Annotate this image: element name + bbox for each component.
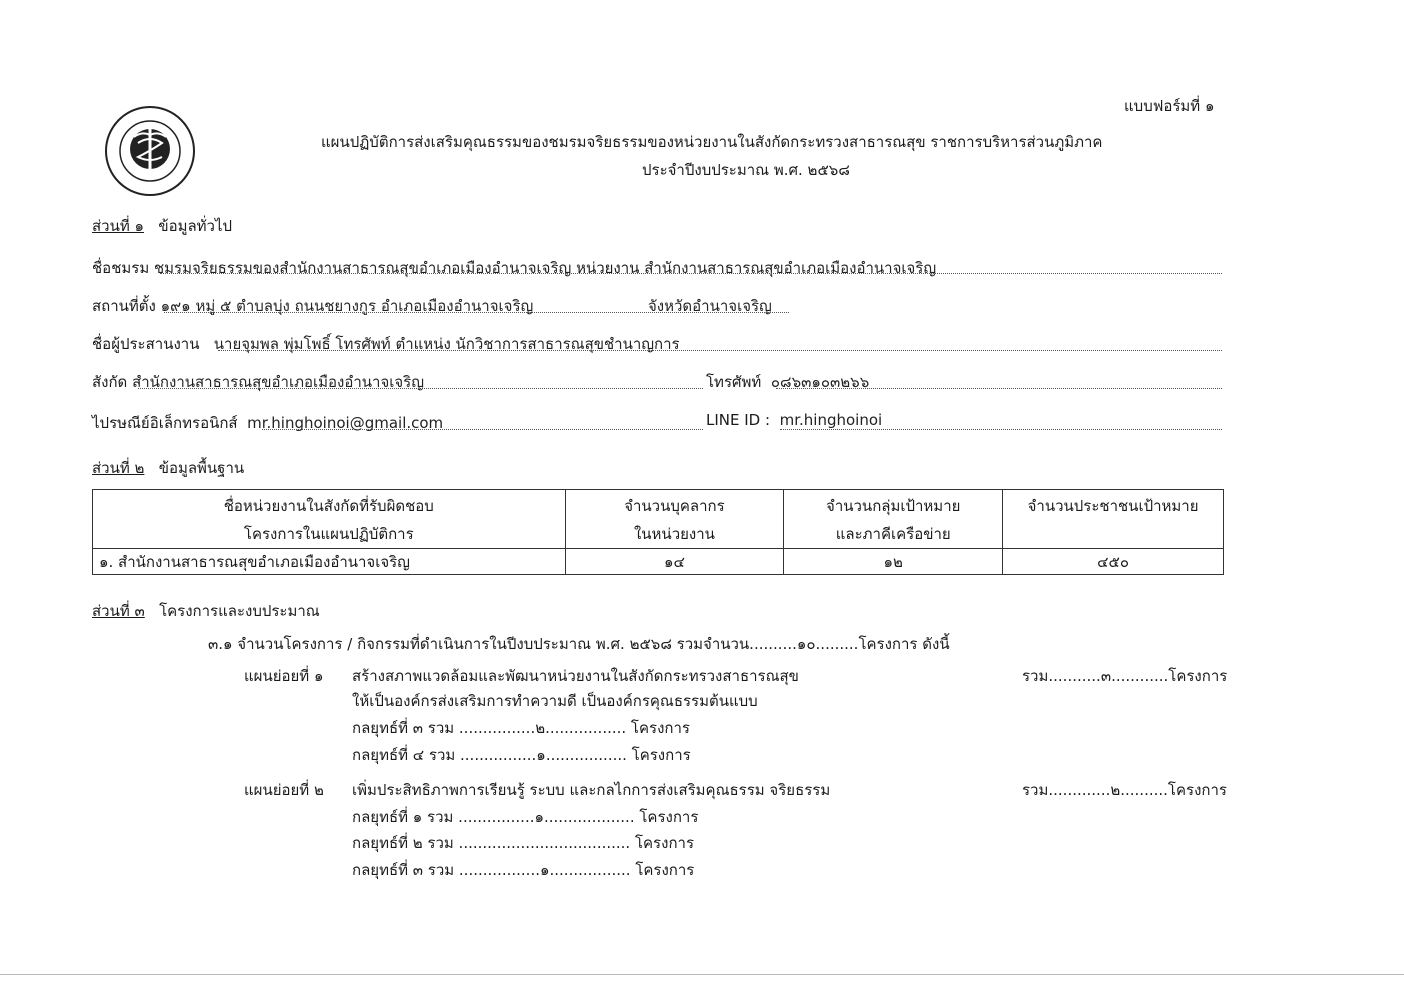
coordinator-label: ชื่อผู้ประสานงาน [92, 335, 200, 353]
affiliation-row [92, 370, 424, 394]
part3-heading-number: ส่วนที่ ๓ [92, 602, 145, 620]
location-dotted-line [164, 312, 789, 313]
document-title-line2: ประจำปีงบประมาณ พ.ศ. ๒๕๖๘ [642, 161, 850, 179]
form-number: แบบฟอร์มที่ ๑ [1124, 97, 1215, 115]
club-row [92, 256, 936, 280]
column-header-target-groups: จำนวนกลุ่มเป้าหมาย และภาคีเครือข่าย [784, 490, 1003, 549]
location-row [92, 294, 533, 318]
plan2-strategy-1: กลยุทธ์ที่ ๑ รวม ................๑................... โครงการ [352, 808, 699, 826]
page-bottom-rule [0, 974, 1404, 975]
part2-heading [92, 456, 244, 480]
plan1-total: รวม...........๓............โครงการ [1022, 667, 1228, 685]
affiliation-dotted-line [138, 388, 703, 389]
projects-summary: ๓.๑ จำนวนโครงการ / กิจกรรมที่ดำเนินการในปีงบประมาณ พ.ศ. ๒๕๖๘ รวมจำนวน..........๑๐.........โครงการ ดังนี้ [208, 635, 950, 653]
cell-target-groups: ๑๒ [784, 549, 1003, 575]
phone-dotted-line [776, 388, 1222, 389]
base-data-table [92, 489, 1224, 575]
location-value: ๑๙๑ หมู่ ๕ ตำบลบุ่ง ถนนชยางกูร อำเภอเมืองอำนาจเจริญ [160, 297, 534, 315]
club-dotted-line [160, 273, 1222, 274]
table-row [93, 549, 1224, 575]
phone-label: โทรศัพท์ [706, 373, 762, 391]
cell-unit-name: ๑. สำนักงานสาธารณสุขอำเภอเมืองอำนาจเจริญ [93, 549, 566, 575]
line-id-row [706, 411, 882, 429]
location-label: สถานที่ตั้ง [92, 297, 156, 315]
coordinator-dotted-line [218, 350, 1222, 351]
line-id-dotted-line [780, 429, 1222, 430]
plan1-label: แผนย่อยที่ ๑ [244, 667, 324, 685]
plan2-strategy-3: กลยุทธ์ที่ ๓ รวม .................๑................. โครงการ [352, 861, 695, 879]
club-value: ชมรมจริยธรรมของสำนักงานสาธารณสุขอำเภอเมืองอำนาจเจริญ [153, 259, 572, 277]
plan2-text-line1: เพิ่มประสิทธิภาพการเรียนรู้ ระบบ และกลไกการส่งเสริมคุณธรรม จริยธรรม [352, 781, 831, 799]
plan1-strategy-4: กลยุทธ์ที่ ๔ รวม ................๑................. โครงการ [352, 746, 691, 764]
plan1-strategy-3: กลยุทธ์ที่ ๓ รวม ................๒................. โครงการ [352, 719, 690, 737]
part1-heading [92, 214, 232, 238]
plan2-strategy-2: กลยุทธ์ที่ ๒ รวม .................................... โครงการ [352, 834, 695, 852]
document-title-line1: แผนปฏิบัติการส่งเสริมคุณธรรมของชมรมจริยธรรมของหน่วยงานในสังกัดกระทรวงสาธารณสุข ราชการบริหารส่วนภูมิภาค [321, 133, 1103, 151]
part1-heading-number: ส่วนที่ ๑ [92, 217, 145, 235]
phone-value: ๐๘๖๓๑๐๓๒๖๖ [770, 373, 870, 391]
column-header-citizens: จำนวนประชาชนเป้าหมาย [1003, 490, 1224, 549]
plan2-label: แผนย่อยที่ ๒ [244, 781, 324, 799]
plan2-total: รวม.............๒..........โครงการ [1022, 781, 1227, 799]
line-id-label: LINE ID : [706, 411, 771, 429]
unit-label: หน่วยงาน [576, 259, 640, 277]
column-header-staff: จำนวนบุคลากร ในหน่วยงาน [565, 490, 784, 549]
part2-heading-number: ส่วนที่ ๒ [92, 459, 145, 477]
cell-citizens: ๔๕๐ [1003, 549, 1224, 575]
affiliation-value: สำนักงานสาธารณสุขอำเภอเมืองอำนาจเจริญ [132, 373, 425, 391]
email-dotted-line [262, 429, 703, 430]
email-row [92, 411, 443, 435]
line-id-value: mr.hinghoinoi [779, 411, 883, 429]
unit-value: สำนักงานสาธารณสุขอำเภอเมืองอำนาจเจริญ [644, 259, 937, 277]
part2-heading-title: ข้อมูลพื้นฐาน [158, 459, 245, 477]
plan1-text-line1: สร้างสภาพแวดล้อมและพัฒนาหน่วยงานในสังกัดกระทรวงสาธารณสุข [352, 667, 799, 685]
club-label: ชื่อชมรม [92, 259, 150, 277]
email-label: ไปรษณีย์อิเล็กทรอนิกส์ [92, 414, 238, 432]
coordinator-value: นายจุมพล พุ่มโพธิ์ โทรศัพท์ ตำแหน่ง นักวิชาการสาธารณสุขชำนาญการ [213, 335, 680, 353]
part3-heading-title: โครงการและงบประมาณ [159, 602, 320, 620]
ministry-of-public-health-logo [104, 105, 196, 197]
province-value: จังหวัดอำนาจเจริญ [648, 297, 772, 315]
column-header-unit: ชื่อหน่วยงานในสังกัดที่รับผิดชอบ โครงการในแผนปฏิบัติการ [93, 490, 566, 549]
part1-heading-title: ข้อมูลทั่วไป [158, 217, 233, 235]
part3-heading [92, 599, 320, 623]
table-header-row [93, 490, 1224, 549]
email-value: mr.hinghoinoi@gmail.com [247, 414, 444, 432]
phone-row [706, 370, 869, 394]
plan1-text-line2: ให้เป็นองค์กรส่งเสริมการทำความดี เป็นองค์กรคุณธรรมต้นแบบ [352, 692, 758, 710]
cell-staff: ๑๔ [565, 549, 784, 575]
affiliation-label: สังกัด [92, 373, 128, 391]
coordinator-row [92, 332, 680, 356]
